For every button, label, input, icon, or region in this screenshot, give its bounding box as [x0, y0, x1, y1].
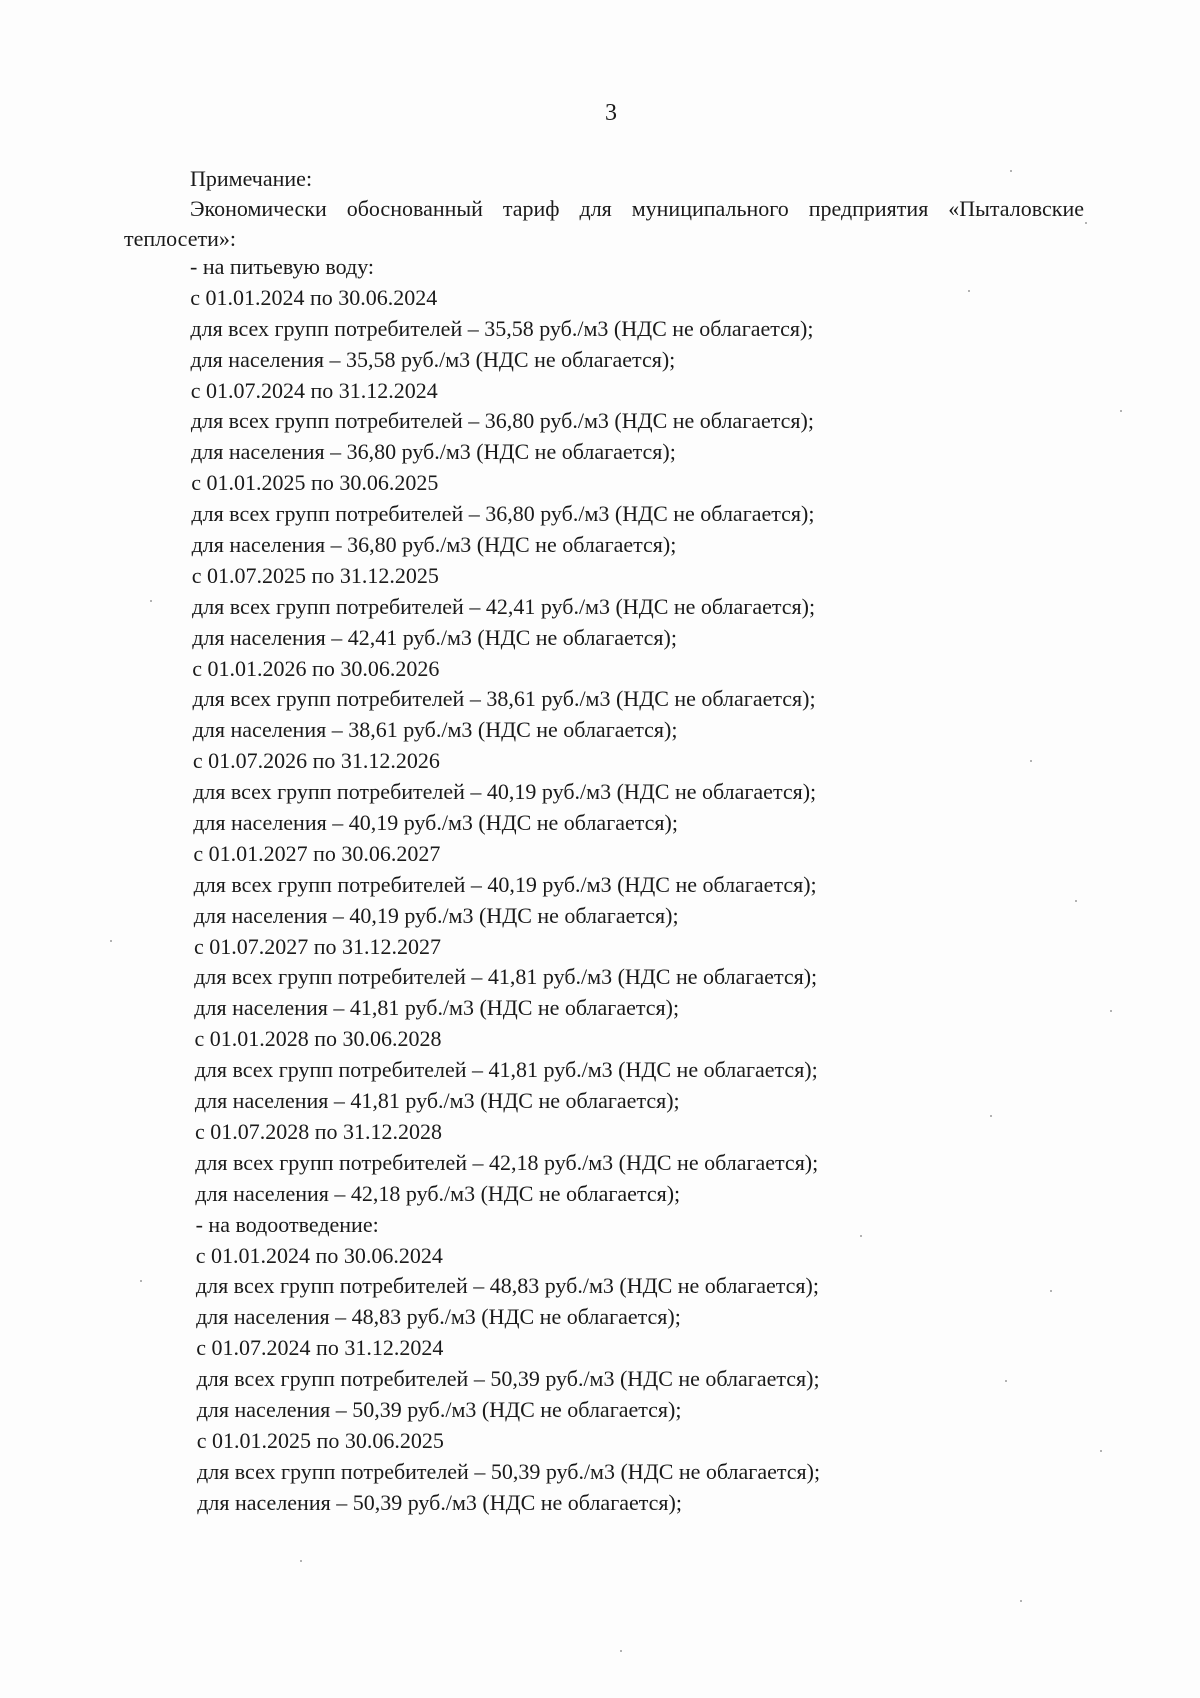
- tariff-line: с 01.07.2026 по 31.12.2026: [192, 748, 440, 774]
- note-block: [124, 164, 1084, 254]
- tariff-line: с 01.01.2025 по 30.06.2025: [191, 470, 439, 496]
- tariff-line: для населения – 40,19 руб./м3 (НДС не облагается);: [193, 810, 678, 836]
- tariff-line: с 01.07.2024 по 31.12.2024: [196, 1335, 444, 1361]
- tariff-line: для населения – 48,83 руб./м3 (НДС не облагается);: [196, 1304, 681, 1330]
- scan-speck: [1020, 1600, 1022, 1602]
- tariff-line: для населения – 41,81 руб./м3 (НДС не облагается);: [194, 995, 680, 1021]
- tariff-line: с 01.07.2028 по 31.12.2028: [195, 1118, 443, 1144]
- tariff-line: для населения – 50,39 руб./м3 (НДС не облагается);: [196, 1396, 682, 1422]
- tariff-line: для всех групп потребителей – 48,83 руб./м3 (НДС не облагается);: [195, 1273, 819, 1299]
- tariff-line: для всех групп потребителей – 42,41 руб./м3 (НДС не облагается);: [192, 593, 816, 619]
- tariff-line: для всех групп потребителей – 35,58 руб./м3 (НДС не облагается);: [190, 315, 814, 341]
- scan-speck: [1085, 222, 1087, 224]
- page-number: 3: [605, 100, 617, 126]
- scan-speck: [1100, 1450, 1102, 1452]
- tariff-line: с 01.07.2025 по 31.12.2025: [191, 562, 439, 588]
- tariff-line: для населения – 35,58 руб./м3 (НДС не облагается);: [190, 346, 676, 372]
- note-heading: Примечание:: [190, 166, 313, 191]
- tariff-line: для всех групп потребителей – 40,19 руб./м3 (НДС не облагается);: [193, 779, 817, 805]
- tariff-line: с 01.07.2024 по 31.12.2024: [190, 377, 438, 403]
- tariff-line: с 01.01.2028 по 30.06.2028: [194, 1026, 442, 1052]
- scan-speck: [140, 1280, 142, 1282]
- tariff-line: для населения – 41,81 руб./м3 (НДС не облагается);: [194, 1088, 680, 1114]
- tariff-line: для всех групп потребителей – 38,61 руб./м3 (НДС не облагается);: [192, 686, 816, 712]
- scan-speck: [1010, 170, 1012, 172]
- tariff-lines: [190, 252, 1070, 1519]
- scan-speck: [1110, 1010, 1112, 1012]
- scan-speck: [1120, 410, 1122, 412]
- tariff-line: с 01.01.2024 по 30.06.2024: [190, 284, 438, 310]
- tariff-line: для населения – 38,61 руб./м3 (НДС не облагается);: [192, 717, 678, 743]
- scan-speck: [1005, 1380, 1007, 1382]
- intro-paragraph-line-2: теплосети»:: [124, 226, 236, 251]
- tariff-line: для населения – 42,18 руб./м3 (НДС не облагается);: [195, 1180, 681, 1206]
- tariff-line: для всех групп потребителей – 50,39 руб./м3 (НДС не облагается);: [196, 1366, 820, 1392]
- scan-speck: [1050, 1290, 1052, 1292]
- scan-speck: [620, 1650, 622, 1652]
- scan-speck: [110, 940, 112, 942]
- scan-speck: [968, 290, 970, 292]
- tariff-line: с 01.01.2027 по 30.06.2027: [193, 840, 441, 866]
- tariff-line: для населения – 42,41 руб./м3 (НДС не облагается);: [192, 624, 677, 650]
- scan-speck: [990, 1115, 992, 1117]
- tariff-line: с 01.07.2027 по 31.12.2027: [194, 933, 442, 959]
- scan-speck: [150, 600, 152, 602]
- tariff-line: для всех групп потребителей – 42,18 руб./м3 (НДС не облагается);: [195, 1149, 819, 1175]
- tariff-line: для населения – 40,19 руб./м3 (НДС не облагается);: [193, 902, 679, 928]
- tariff-line: с 01.01.2026 по 30.06.2026: [192, 655, 440, 681]
- tariff-line: для всех групп потребителей – 36,80 руб./м3 (НДС не облагается);: [191, 501, 815, 527]
- tariff-line: для всех групп потребителей – 36,80 руб./м3 (НДС не облагается);: [190, 408, 814, 434]
- scan-speck: [1075, 900, 1077, 902]
- tariff-line: с 01.01.2025 по 30.06.2025: [196, 1427, 444, 1453]
- tariff-line: для населения – 36,80 руб./м3 (НДС не облагается);: [191, 532, 677, 558]
- tariff-line: для всех групп потребителей – 41,81 руб./м3 (НДС не облагается);: [194, 1057, 818, 1083]
- scan-speck: [860, 1235, 862, 1237]
- tariff-line: - на питьевую воду:: [190, 254, 375, 279]
- intro-paragraph-line-1: Экономически обоснованный тариф для муниципального предприятия «Пыталовские: [190, 196, 1084, 221]
- scan-speck: [300, 1560, 302, 1562]
- tariff-line: для населения – 36,80 руб./м3 (НДС не облагается);: [191, 439, 676, 465]
- tariff-line: для населения – 50,39 руб./м3 (НДС не облагается);: [197, 1489, 682, 1515]
- scan-speck: [1030, 760, 1032, 762]
- tariff-line: для всех групп потребителей – 40,19 руб./м3 (НДС не облагается);: [193, 871, 817, 897]
- tariff-line: - на водоотведение:: [195, 1211, 379, 1237]
- tariff-line: с 01.01.2024 по 30.06.2024: [195, 1242, 443, 1268]
- tariff-line: для всех групп потребителей – 50,39 руб./м3 (НДС не облагается);: [197, 1458, 821, 1484]
- tariff-line: для всех групп потребителей – 41,81 руб./м3 (НДС не облагается);: [194, 964, 818, 990]
